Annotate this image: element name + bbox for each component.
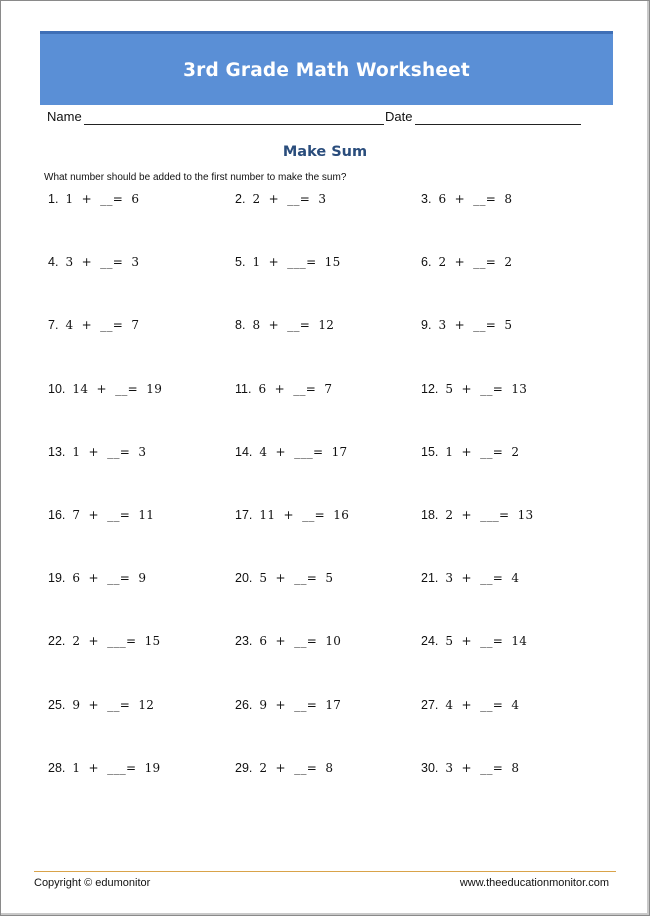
problem-expression[interactable]: 3 + __= 3 — [65, 255, 140, 270]
problem-expression[interactable]: 5 + __= 5 — [259, 571, 334, 586]
problem-expression[interactable]: 2 + __= 3 — [252, 192, 327, 206]
problem-item — [48, 698, 154, 712]
problem-item — [421, 192, 512, 206]
problem-expression[interactable]: 6 + __= 9 — [72, 571, 147, 586]
problem-expression[interactable]: 7 + __= 11 — [72, 508, 155, 522]
instructions-text: What number should be added to the first number to make the sum? — [44, 172, 347, 183]
problem-number: 30. — [421, 760, 439, 775]
problem-item — [48, 318, 139, 332]
problem-item — [48, 508, 154, 522]
problem-item — [48, 571, 146, 585]
problem-expression[interactable]: 6 + __= 7 — [258, 381, 333, 396]
problem-number: 7. — [48, 318, 59, 333]
problem-number: 24. — [421, 634, 439, 649]
problem-expression[interactable]: 11 + __= 16 — [259, 508, 350, 522]
problem-number: 22. — [48, 634, 66, 649]
problem-number: 18. — [421, 508, 439, 522]
problem-expression[interactable]: 8 + __= 12 — [252, 318, 335, 333]
problem-item — [421, 382, 527, 396]
problem-number: 1. — [48, 192, 59, 206]
problem-number: 12. — [421, 381, 439, 396]
problem-expression[interactable]: 1 + ___= 15 — [252, 255, 341, 270]
problem-number: 28. — [48, 760, 66, 775]
problem-expression[interactable]: 9 + __= 12 — [72, 697, 155, 712]
problem-expression[interactable]: 1 + __= 6 — [65, 192, 140, 206]
problem-item — [421, 318, 512, 332]
copyright-text: Copyright © edumonitor — [34, 877, 151, 889]
problem-number: 21. — [421, 571, 439, 586]
problem-item — [48, 382, 162, 396]
problem-item — [235, 255, 341, 269]
problem-expression[interactable]: 4 + __= 4 — [445, 697, 520, 712]
date-field-line[interactable] — [415, 124, 581, 125]
problem-item — [421, 571, 519, 585]
problem-expression[interactable]: 6 + __= 10 — [259, 634, 342, 649]
problem-expression[interactable]: 1 + ___= 19 — [72, 760, 161, 775]
problem-expression[interactable]: 2 + __= 8 — [259, 760, 334, 775]
problem-number: 15. — [421, 444, 439, 459]
worksheet-title: 3rd Grade Math Worksheet — [183, 60, 470, 81]
problem-expression[interactable]: 3 + __= 8 — [445, 760, 520, 775]
problem-expression[interactable]: 2 + ___= 13 — [445, 508, 534, 522]
problem-expression[interactable]: 4 + __= 7 — [65, 318, 140, 333]
problem-number: 10. — [48, 381, 66, 396]
problem-number: 14. — [235, 444, 253, 459]
problem-number: 11. — [235, 381, 252, 396]
problem-expression[interactable]: 1 + __= 3 — [72, 444, 147, 459]
problem-number: 20. — [235, 571, 253, 586]
name-label: Name — [47, 109, 82, 124]
problem-expression[interactable]: 5 + __= 13 — [445, 381, 528, 396]
problem-expression[interactable]: 9 + __= 17 — [259, 697, 342, 712]
problem-number: 23. — [235, 634, 253, 649]
section-title: Make Sum — [282, 144, 368, 160]
problem-expression[interactable]: 2 + __= 2 — [438, 255, 513, 270]
problem-item — [421, 508, 534, 522]
problem-item — [235, 192, 326, 206]
problem-number: 6. — [421, 255, 432, 270]
problem-item — [421, 634, 527, 648]
problem-expression[interactable]: 2 + ___= 15 — [72, 634, 161, 649]
problem-item — [235, 698, 341, 712]
problem-item — [235, 571, 333, 585]
problem-item — [235, 445, 348, 459]
problem-number: 27. — [421, 697, 439, 712]
problem-number: 2. — [235, 192, 246, 206]
problem-expression[interactable]: 6 + __= 8 — [438, 192, 513, 206]
date-label: Date — [385, 109, 413, 124]
problem-item — [421, 761, 519, 775]
problem-item — [235, 508, 349, 522]
problem-number: 17. — [235, 508, 253, 522]
website-link[interactable]: www.theeducationmonitor.com — [459, 877, 609, 889]
problem-item — [48, 761, 161, 775]
problem-expression[interactable]: 4 + ___= 17 — [259, 444, 348, 459]
problem-number: 3. — [421, 192, 432, 206]
problem-item — [48, 445, 146, 459]
problem-item — [235, 382, 332, 396]
problem-number: 19. — [48, 571, 66, 586]
problem-number: 29. — [235, 760, 253, 775]
problem-item — [235, 318, 334, 332]
problem-expression[interactable]: 3 + __= 5 — [438, 318, 513, 333]
problem-item — [235, 634, 341, 648]
problem-number: 16. — [48, 508, 66, 522]
footer-divider — [34, 871, 616, 872]
problem-number: 13. — [48, 444, 66, 459]
problem-item — [235, 761, 333, 775]
problem-number: 8. — [235, 318, 246, 333]
problem-expression[interactable]: 14 + __= 19 — [72, 381, 163, 396]
problem-number: 26. — [235, 697, 253, 712]
problem-item — [421, 445, 519, 459]
problem-expression[interactable]: 3 + __= 4 — [445, 571, 520, 586]
problem-number: 9. — [421, 318, 432, 333]
problem-item — [48, 192, 139, 206]
problem-item — [48, 255, 139, 269]
problem-item — [421, 255, 512, 269]
problem-expression[interactable]: 5 + __= 14 — [445, 634, 528, 649]
problem-item — [48, 634, 161, 648]
problem-number: 5. — [235, 255, 246, 270]
problem-expression[interactable]: 1 + __= 2 — [445, 444, 520, 459]
problem-item — [421, 698, 519, 712]
problem-number: 25. — [48, 697, 66, 712]
problem-number: 4. — [48, 255, 59, 270]
header-banner — [40, 31, 613, 105]
name-field-line[interactable] — [84, 124, 384, 125]
